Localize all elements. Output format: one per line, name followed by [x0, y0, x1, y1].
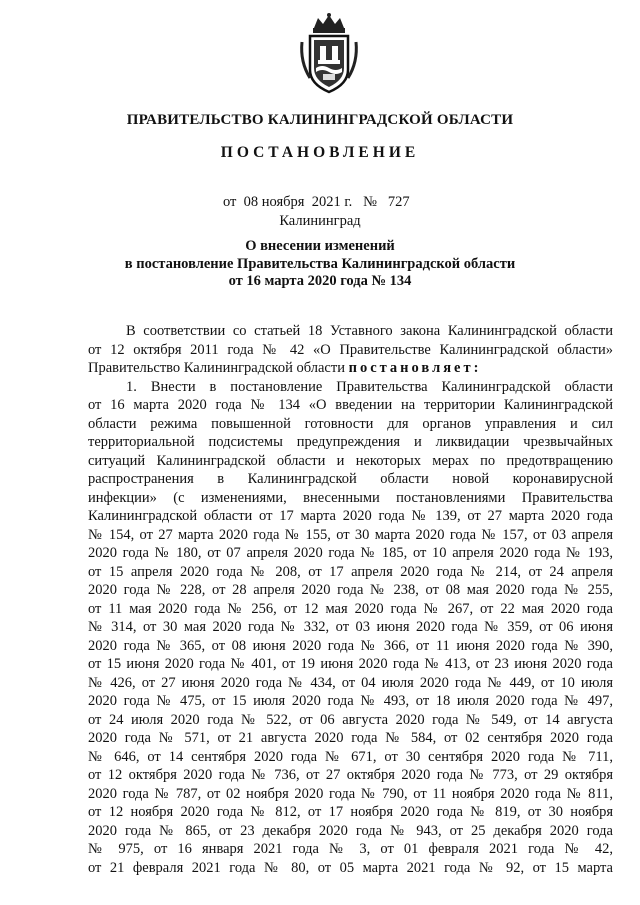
- heading-line: в постановление Правительства Калининградской области: [124, 255, 516, 272]
- heading-line: от 16 марта 2020 года № 134: [228, 273, 412, 289]
- text-line: от 21 февраля 2021 года № 80, от 05 марта 2021 года № 92, от 15 марта: [88, 859, 613, 876]
- text-line: 2020 года № 228, от 28 апреля 2020 года № 238, от 08 мая 2020 года № 255,: [88, 582, 613, 598]
- text-line: № 975, от 16 января 2021 года № 3, от 01 февраля 2021 года № 42,: [88, 841, 613, 857]
- city: Калининград: [279, 213, 361, 229]
- text-line: В соответствии со статьей 18 Уставного закона Калининградской области: [126, 323, 613, 339]
- text-line: 2020 года № 475, от 15 июля 2020 года № 493, от 18 июля 2020 года № 497,: [88, 693, 613, 709]
- decree-date-line: [223, 194, 410, 211]
- text-line: 2020 года № 365, от 08 июня 2020 года № 366, от 11 июня 2020 года № 390,: [88, 637, 613, 654]
- text-line: 2020 года № 865, от 23 декабря 2020 года № 943, от 25 декабря 2020 года: [88, 822, 613, 839]
- decree-number: 727: [387, 194, 410, 210]
- text-line: от 12 октября 2020 года № 736, от 27 октября 2020 года № 773, от 29 октября: [88, 767, 613, 783]
- intro-prefix: Правительство Калининградской области: [88, 360, 349, 376]
- text-line: от 16 марта 2020 года № 134 «О введении на территории Калининградской: [88, 397, 613, 413]
- text-line: 2020 года № 180, от 07 апреля 2020 года № 185, от 10 апреля 2020 года № 193,: [88, 545, 613, 561]
- resolution-word: постановляет:: [348, 360, 482, 376]
- intro-paragraph: [88, 322, 613, 378]
- text-line: 1. Внести в постановление Правительства Калининградской области: [126, 378, 613, 395]
- decree-body: [88, 322, 613, 877]
- document-type: ПОСТАНОВЛЕНИЕ: [220, 144, 420, 161]
- text-line: № 154, от 27 марта 2020 года № 155, от 30 марта 2020 года № 157, от 03 апреля: [88, 526, 613, 543]
- text-line: № 314, от 30 мая 2020 года № 332, от 03 июня 2020 года № 359, от 06 июня: [88, 619, 613, 635]
- text-line: от 11 мая 2020 года № 256, от 12 мая 2020 года № 267, от 22 мая 2020 года: [88, 600, 613, 617]
- government-title: ПРАВИТЕЛЬСТВО КАЛИНИНГРАДСКОЙ ОБЛАСТИ: [126, 112, 514, 128]
- text-line: ситуаций Калининградской области и некоторых мерах по предотвращению: [88, 452, 613, 469]
- text-line: [88, 359, 613, 378]
- text-line: Калининградской области от 17 марта 2020 года № 139, от 27 марта 2020 года: [88, 508, 613, 524]
- text-line: № 646, от 14 сентября 2020 года № 671, от 30 сентября 2020 года № 711,: [88, 748, 613, 765]
- item-1-paragraph: [88, 378, 613, 878]
- number-sign: №: [363, 194, 378, 210]
- text-line: № 426, от 27 июня 2020 года № 434, от 04 июля 2020 года № 449, от 10 июля: [88, 674, 613, 691]
- text-line: от 15 июня 2020 года № 401, от 19 июня 2020 года № 413, от 23 июня 2020 года: [88, 656, 613, 672]
- text-line: от 12 ноября 2020 года № 812, от 17 ноября 2020 года № 819, от 30 ноября: [88, 804, 613, 820]
- decree-heading: [0, 238, 640, 291]
- decree-date: 08 ноября: [243, 194, 305, 210]
- text-line: распространения в Калининградской области новой коронавирусной: [88, 471, 613, 487]
- heading-line: О внесении изменений: [245, 238, 395, 254]
- decree-year: 2021 г.: [311, 194, 353, 210]
- date-prefix: от: [223, 194, 237, 210]
- text-line: от 12 октября 2011 года № 42 «О Правительстве Калининградской области»: [88, 341, 613, 358]
- text-line: 2020 года № 571, от 21 августа 2020 года № 584, от 02 сентября 2020 года: [88, 730, 613, 746]
- text-line: области режима повышенной готовности для органов управления и сил: [88, 415, 613, 432]
- text-line: инфекции» (с изменениями, внесенными постановлениями Правительства: [88, 489, 613, 506]
- text-line: от 24 июля 2020 года № 522, от 06 августа 2020 года № 549, от 14 августа: [88, 711, 613, 728]
- text-line: территориальной подсистемы предупреждения и ликвидации чрезвычайных: [88, 434, 613, 450]
- text-line: от 15 апреля 2020 года № 208, от 17 апреля 2020 года № 214, от 24 апреля: [88, 563, 613, 580]
- text-line: 2020 года № 787, от 02 ноября 2020 года № 790, от 11 ноября 2020 года № 811,: [88, 785, 613, 802]
- coat-of-arms-icon: [296, 12, 362, 96]
